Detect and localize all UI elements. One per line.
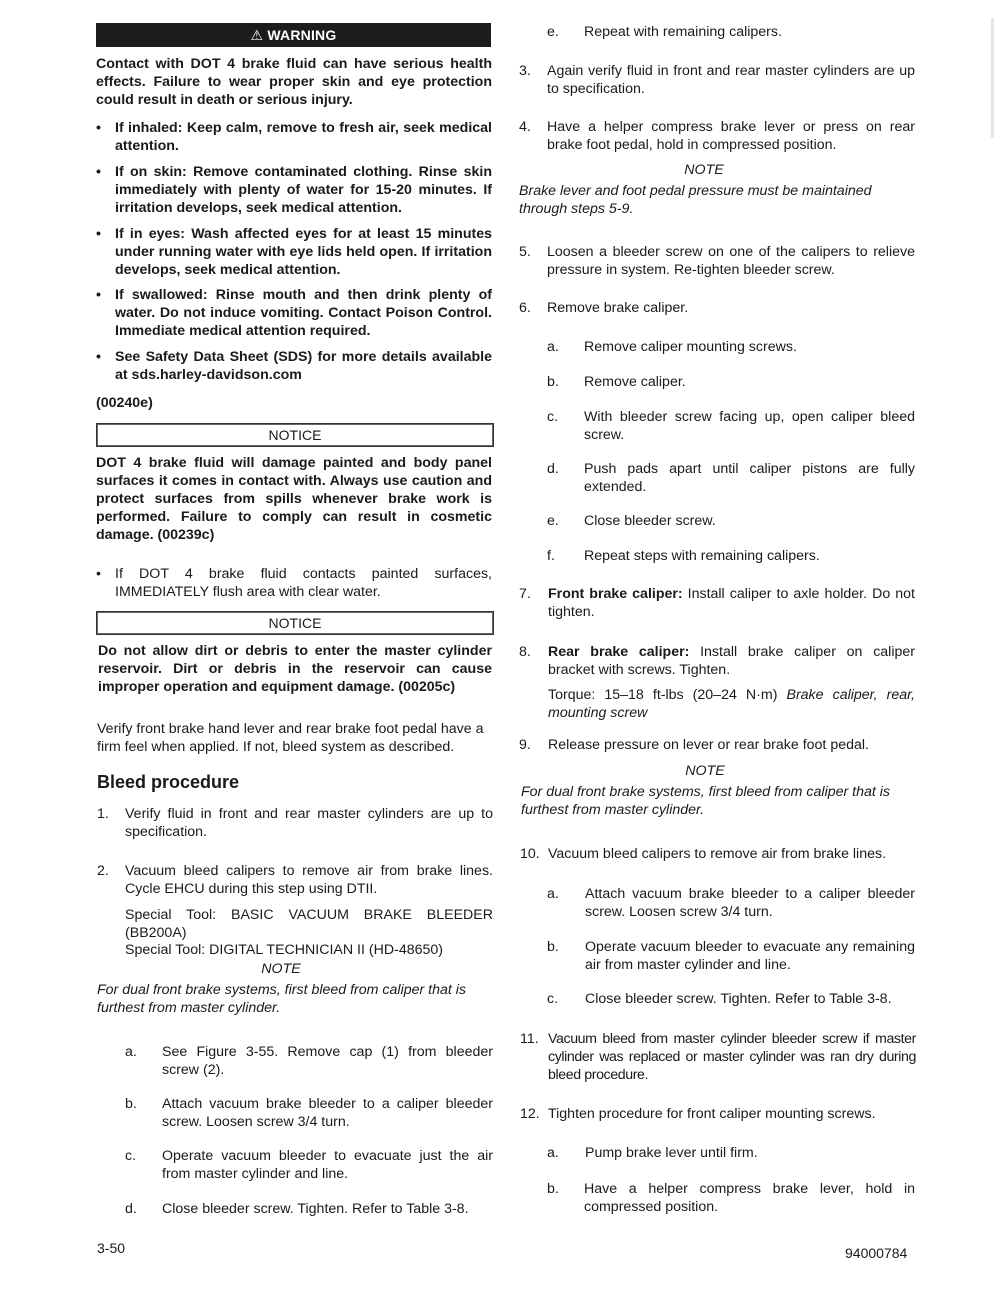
notice-bullet: • If DOT 4 brake fluid contacts painted surfaces, IMMEDIATELY flush area with clear water. [96,566,492,600]
warning-text: Contact with DOT 4 brake fluid can have serious health effects. Failure to wear proper skin and eye protection could result in death or serious injury. [96,56,492,108]
warning-title: WARNING [267,27,337,43]
special-tool: Special Tool: BASIC VACUUM BRAKE BLEEDER (BB200A) [125,907,493,941]
notice-banner: NOTICE [96,423,494,447]
warning-banner [96,23,491,47]
sub-step: d. Push pads apart until caliper pistons are fully extended. [547,461,915,495]
procedure-step: 10. Vacuum bleed calipers to remove air from brake lines. [520,846,887,862]
warning-code: (00240e) [96,395,153,411]
procedure-step: 5. Loosen a bleeder screw on one of the calipers to relieve pressure in system. Re-tighten bleeder screw. [519,244,915,278]
section-heading: Bleed procedure [97,772,240,792]
sub-step: b. Attach vacuum brake bleeder to a caliper bleeder screw. Loosen screw 3/4 turn. [125,1096,493,1130]
notice-text: Do not allow dirt or debris to enter the master cylinder reservoir. Dirt or debris in the reservoir can cause improper operation and equipment damage. (00205c) [98,643,492,695]
sub-step: e. Close bleeder screw. [547,513,716,529]
warning-bullet: • If in eyes: Wash affected eyes for at least 15 minutes under running water with eye lids held open. If irritation develops, seek medical attention. [96,226,492,278]
intro-paragraph: Verify front brake hand lever and rear brake foot pedal have a firm feel when applied. If not, bleed system as described. [97,721,484,755]
notice-banner: NOTICE [96,611,494,635]
procedure-step: 2. Vacuum bleed calipers to remove air from brake lines. Cycle EHCU during this step using DTII. [97,863,493,897]
procedure-step: 9. Release pressure on lever or rear brake foot pedal. [519,737,869,753]
note-text: For dual front brake systems, first bleed from caliper that is furthest from master cylinder. [521,784,891,818]
sub-step: b. Have a helper compress brake lever, hold in compressed position. [547,1181,915,1215]
procedure-step: 7. Front brake caliper: Install caliper to axle holder. Do not tighten. [519,586,915,620]
note-title: NOTE [261,961,301,977]
procedure-step: 3. Again verify fluid in front and rear master cylinders are up to specification. [519,63,915,97]
document-number: 94000784 [845,1245,908,1261]
note-text: Brake lever and foot pedal pressure must be maintained through steps 5-9. [519,183,872,217]
procedure-step: 4. Have a helper compress brake lever or press on rear brake foot pedal, hold in compressed position. [519,119,915,153]
note-text: For dual front brake systems, first bleed from caliper that is furthest from master cylinder. [97,982,467,1016]
procedure-step: 6. Remove brake caliper. [519,300,689,316]
notice-text: DOT 4 brake fluid will damage painted and body panel surfaces it comes in contact with. Always use caution and protect surfaces from spills whenever brake work is performed. Failure to comply can result in cosmetic damage. (00239c) [96,455,492,543]
scrollbar[interactable] [991,18,994,138]
special-tool: Special Tool: DIGITAL TECHNICIAN II (HD-48650) [125,942,444,958]
warning-bullet: • If swallowed: Rinse mouth and then drink plenty of water. Do not induce vomiting. Contact Poison Control. Immediate medical attention required. [96,287,492,339]
sub-step: d. Close bleeder screw. Tighten. Refer to Table 3-8. [125,1201,469,1217]
page-number: 3-50 [97,1240,126,1256]
note-title: NOTE [684,162,724,178]
sub-step: f. Repeat steps with remaining calipers. [547,548,820,564]
sub-step: c. Close bleeder screw. Tighten. Refer to Table 3-8. [547,991,892,1007]
sub-step: c. With bleeder screw facing up, open caliper bleed screw. [547,409,915,443]
warning-bullet: • See Safety Data Sheet (SDS) for more details available at sds.harley-davidson.com [96,349,492,383]
sub-step: b. Operate vacuum bleeder to evacuate any remaining air from master cylinder and line. [547,939,915,973]
procedure-step: 1. Verify fluid in front and rear master cylinders are up to specification. [97,806,493,840]
sub-step: b. Remove caliper. [547,374,686,390]
warning-bullet: • If inhaled: Keep calm, remove to fresh air, seek medical attention. [96,120,492,154]
sub-step: a. Remove caliper mounting screws. [547,339,797,355]
procedure-step: 8. Rear brake caliper: Install brake caliper on caliper bracket with screws. Tighten. [519,644,915,678]
sub-step: c. Operate vacuum bleeder to evacuate just the air from master cylinder and line. [125,1148,493,1182]
warning-triangle-icon: ⚠ [250,27,264,43]
sub-step: a. Attach vacuum brake bleeder to a caliper bleeder screw. Loosen screw 3/4 turn. [547,886,915,920]
torque-spec: Torque: 15–18 ft-lbs (20–24 N·m) Brake caliper, rear, mounting screw [548,687,915,721]
sub-step: a. See Figure 3-55. Remove cap (1) from bleeder screw (2). [125,1044,493,1078]
note-title: NOTE [685,763,725,779]
warning-bullet: • If on skin: Remove contaminated clothing. Rinse skin immediately with plenty of water for 15-20 minutes. If irritation develops, seek medical attention. [96,164,492,216]
procedure-step: 12. Tighten procedure for front caliper mounting screws. [520,1106,876,1122]
procedure-step: 11. Vacuum bleed from master cylinder bleeder screw if master cylinder was replaced or master cylinder was ran dry during bleed procedure. [520,1031,916,1083]
sub-step: e. Repeat with remaining calipers. [547,24,782,40]
sub-step: a. Pump brake lever until firm. [547,1145,758,1161]
